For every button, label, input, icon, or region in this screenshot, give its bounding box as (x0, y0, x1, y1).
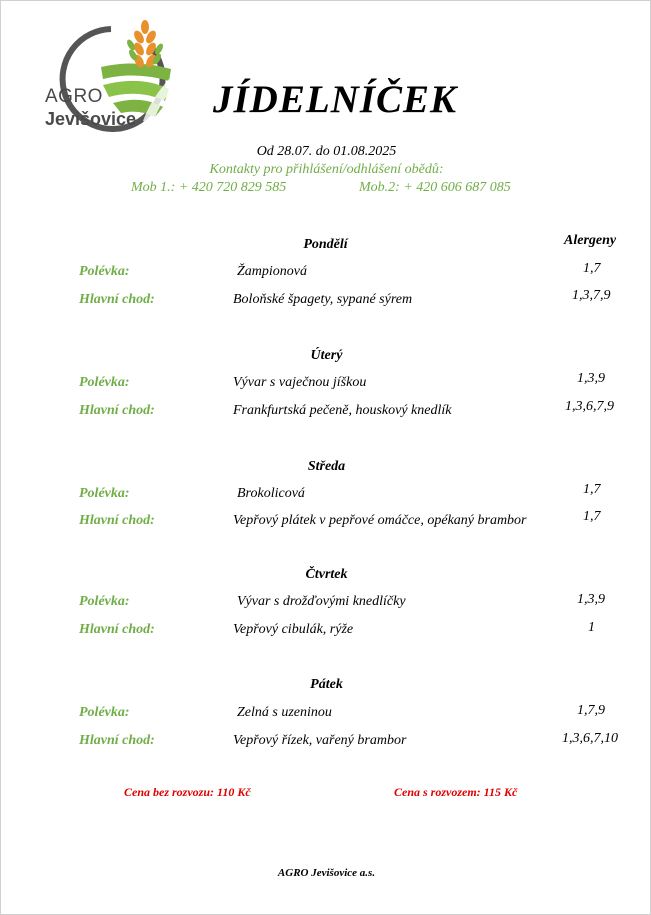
soup-allergens: 1,3,9 (577, 592, 605, 607)
soup-allergens: 1,3,9 (577, 371, 605, 386)
main-dish-name: Vepřový řízek, vařený brambor (233, 733, 407, 748)
logo-text-agro: AGRO (45, 86, 103, 107)
main-label: Hlavní chod: (79, 513, 155, 528)
soup-allergens: 1,7,9 (577, 703, 605, 718)
main-allergens: 1 (588, 620, 595, 635)
page-title: JÍDELNÍČEK (213, 78, 458, 121)
price-with-delivery: Cena s rozvozem: 115 Kč (394, 785, 518, 799)
soup-label: Polévka: (79, 705, 130, 720)
main-dish-name: Frankfurtská pečeně, houskový knedlík (233, 403, 452, 418)
main-label: Hlavní chod: (79, 292, 155, 307)
mobile-1: Mob 1.: + 420 720 829 585 (131, 180, 287, 195)
soup-label: Polévka: (79, 264, 130, 279)
price-without-delivery: Cena bez rozvozu: 110 Kč (124, 785, 251, 799)
main-allergens: 1,7 (583, 509, 601, 524)
main-label: Hlavní chod: (79, 403, 155, 418)
main-dish-name: Vepřový plátek v pepřové omáčce, opékaný brambor (233, 513, 527, 528)
day-heading: Pondělí (303, 237, 348, 252)
main-dish-name: Boloňské špagety, sypané sýrem (233, 292, 413, 307)
footer-company: AGRO Jevišovice a.s. (277, 867, 376, 879)
soup-label: Polévka: (79, 594, 130, 609)
main-label: Hlavní chod: (79, 622, 155, 637)
soup-name: Zelná s uzeninou (237, 705, 332, 720)
contacts-heading: Kontakty pro přihlášení/odhlášení obědů: (209, 162, 444, 177)
soup-label: Polévka: (79, 375, 130, 390)
soup-label: Polévka: (79, 486, 130, 501)
day-heading: Čtvrtek (305, 567, 348, 582)
main-allergens: 1,3,6,7,9 (565, 399, 614, 414)
soup-name: Vývar s vaječnou jíškou (233, 375, 367, 390)
soup-allergens: 1,7 (583, 482, 601, 497)
soup-name: Brokolicová (237, 486, 305, 501)
main-dish-name: Vepřový cibulák, rýže (233, 622, 354, 637)
date-range: Od 28.07. do 01.08.2025 (256, 144, 397, 159)
day-heading: Středa (307, 459, 346, 474)
soup-name: Žampionová (237, 264, 307, 279)
mobile-2: Mob.2: + 420 606 687 085 (359, 180, 511, 195)
soup-allergens: 1,7 (583, 261, 601, 276)
allergens-header: Alergeny (564, 233, 617, 248)
main-allergens: 1,3,7,9 (572, 288, 611, 303)
soup-name: Vývar s drožďovými knedlíčky (237, 594, 406, 609)
day-heading: Pátek (310, 677, 343, 692)
main-label: Hlavní chod: (79, 733, 155, 748)
day-heading: Úterý (310, 348, 343, 363)
main-allergens: 1,3,6,7,10 (562, 731, 618, 746)
logo-text-jevisovice: Jevišovice (45, 109, 137, 129)
